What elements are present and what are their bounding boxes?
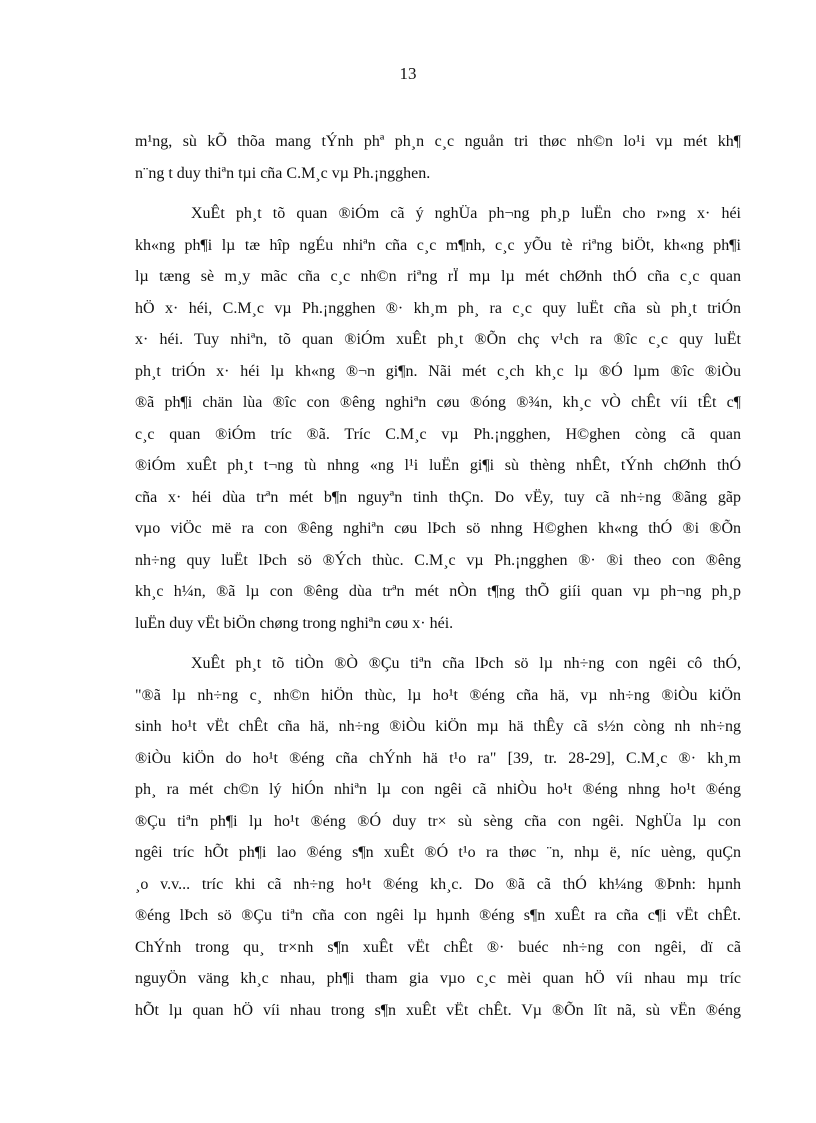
text-line: cña x· héi dùa trªn mét b¶n nguyªn tinh thÇn. Do vËy, tuy cã nh÷ng ®ãng gãp <box>135 488 741 506</box>
text-line: ®iÓm xuÊt ph¸t t¬ng tù nhng «ng l¹i luËn gi¶i sù thèng nhÊt, tÝnh chØnh thÓ <box>135 457 741 474</box>
text-line: lµ tæng sè m¸y mãc cña c¸c nh©n riªng rÏ mµ lµ mét chØnh thÓ cña c¸c quan <box>135 268 741 285</box>
text-line: ph¸t triÓn x· héi lµ kh«ng ®¬n gi¶n. Nãi mét c¸ch kh¸c lµ ®Ó lµm ®îc ®iÒu <box>135 362 741 380</box>
text-line: c¸c quan ®iÓm tríc ®ã. Tríc C.M¸c vµ Ph.¡ngghen, H©ghen còng cã quan <box>135 425 741 443</box>
text-line: ®ã ph¶i chän lùa ®îc con ®êng nghiªn cøu ®óng ®¾n, kh¸c vÒ chÊt víi tÊt c¶ <box>135 394 741 411</box>
text-line: hÕt lµ quan hÖ víi nhau trong s¶n xuÊt vËt chÊt. Vµ ®Õn lît nã, sù vËn ®éng <box>135 1001 741 1019</box>
body-text <box>135 126 741 1035</box>
text-line: ph¸ ra mét ch©n lý hiÓn nhiªn lµ con ngêi cã nhiÒu ho¹t ®éng nhng ho¹t ®éng <box>135 781 741 798</box>
text-line: ®Çu tiªn ph¶i lµ ho¹t ®éng ®Ó duy tr× sù sèng cña con ngêi. NghÜa lµ con <box>135 812 741 830</box>
text-line: vµo viÖc më ra con ®êng nghiªn cøu lÞch sö nhng H©ghen kh«ng thÓ ®i ®Õn <box>135 520 741 537</box>
paragraph-3 <box>135 648 741 1026</box>
paragraph-1 <box>135 126 741 189</box>
text-line: "®ã lµ nh÷ng c¸ nh©n hiÖn thùc, lµ ho¹t ®éng cña hä, vµ nh÷ng ®iÒu kiÖn <box>135 686 741 704</box>
text-line: ®éng lÞch sö ®Çu tiªn cña con ngêi lµ hµnh ®éng s¶n xuÊt ra cña c¶i vËt chÊt. <box>135 907 741 924</box>
text-line: nh÷ng quy luËt lÞch sö ®Ých thùc. C.M¸c vµ Ph.¡ngghen ®· ®i theo con ®êng <box>135 551 741 569</box>
text-line: sinh ho¹t vËt chÊt cña hä, nh÷ng ®iÒu kiÖn mµ hä thÊy cã s½n còng nh nh÷ng <box>135 718 741 735</box>
text-line: ChÝnh trong qu¸ tr×nh s¶n xuÊt vËt chÊt ®· buéc nh÷ng con ngêi, dï cã <box>135 938 741 956</box>
text-line: x· héi. Tuy nhiªn, tõ quan ®iÓm xuÊt ph¸t ®Õn chç v¹ch ra ®îc c¸c quy luËt <box>135 331 741 348</box>
text-line: luËn duy vËt biÖn chøng trong nghiªn cøu x· héi. <box>135 614 454 632</box>
text-line: XuÊt ph¸t tõ tiÒn ®Ò ®Çu tiªn cña lÞch sö lµ nh÷ng con ngêi cô thÓ, <box>191 655 741 672</box>
text-line: nguyÖn väng kh¸c nhau, ph¶i tham gia vµo c¸c mèi quan hÖ víi nhau mµ tríc <box>135 970 741 987</box>
text-line: ®iÒu kiÖn do ho¹t ®éng cña chÝnh hä t¹o ra" [39, tr. 28-29], C.M¸c ®· kh¸m <box>135 749 741 767</box>
paragraph-2 <box>135 198 741 639</box>
text-line: ¸o v.v... tríc khi cã nh÷ng ho¹t ®éng kh¸c. Do ®ã cã thÓ kh¼ng ®Þnh: hµnh <box>135 875 741 893</box>
text-line: m¹ng, sù kÕ thõa mang tÝnh phª ph¸n c¸c nguån tri thøc nh©n lo¹i vµ mét kh¶ <box>135 133 741 150</box>
text-line: kh¸c h¼n, ®ã lµ con ®êng dùa trªn mét nÒn t¶ng thÕ giíi quan vµ ph¬ng ph¸p <box>135 583 741 600</box>
text-line: kh«ng ph¶i lµ tæ hîp ngÉu nhiªn cña c¸c m¶nh, c¸c yÕu tè riªng biÖt, kh«ng ph¶i <box>135 236 741 254</box>
text-line: hÖ x· héi, C.M¸c vµ Ph.¡ngghen ®· kh¸m ph¸ ra c¸c quy luËt cña sù ph¸t triÓn <box>135 299 741 317</box>
text-line: XuÊt ph¸t tõ quan ®iÓm cã ý nghÜa ph¬ng ph¸p luËn cho r»ng x· héi <box>191 205 741 222</box>
text-line: ngêi tríc hÕt ph¶i lao ®éng s¶n xuÊt ®Ó t¹o ra thøc ¨n, nhµ ë, níc uèng, quÇn <box>135 844 741 861</box>
text-line: n¨ng t duy thiªn tµi cña C.M¸c vµ Ph.¡ngghen. <box>135 164 431 182</box>
page-number: 13 <box>399 64 417 83</box>
